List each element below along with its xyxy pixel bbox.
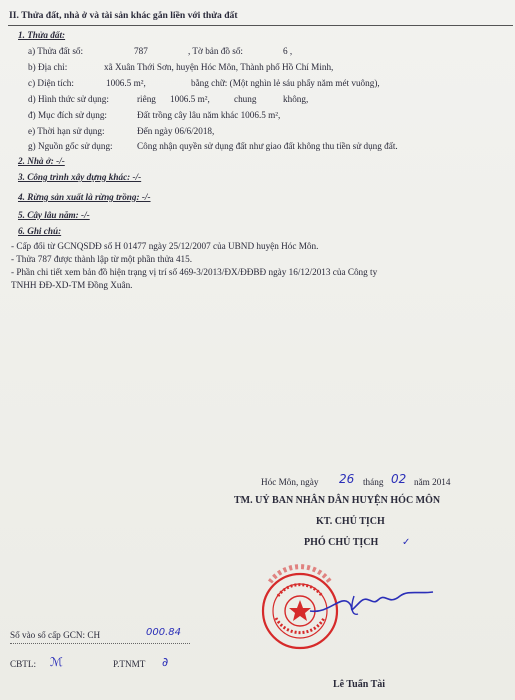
common-value: không, <box>283 94 309 104</box>
date-year: năm 2014 <box>414 477 451 487</box>
map-sheet-value: 6 , <box>283 46 293 56</box>
red-seal-icon <box>263 567 337 648</box>
usage-origin-value: Công nhận quyền sử dụng đất như giao đất không thu tiền sử dụng đất. <box>137 141 398 151</box>
title-initial-mark: ✓ <box>402 537 411 548</box>
signatory-name: Lê Tuấn Tài <box>333 679 386 690</box>
date-place: Hóc Môn, ngày <box>261 477 319 487</box>
land-parcel-heading: 1. Thửa đất: <box>18 30 66 40</box>
note-item: - Thửa 787 được thành lập từ một phần thửa 415. <box>11 254 193 264</box>
planted-forest-line: 4. Rừng sản xuất là rừng trồng: -/- <box>18 192 151 202</box>
common-label: chung <box>234 94 257 104</box>
date-day-handwritten: 26 <box>339 472 355 486</box>
map-sheet-label: , Tờ bản đồ số: <box>188 46 243 56</box>
area-label: c) Diện tích: <box>28 78 74 88</box>
usage-form-label: d) Hình thức sử dụng: <box>28 94 109 104</box>
section-title: II. Thửa đất, nhà ở và tài sản khác gắn liền với thửa đất <box>9 10 238 21</box>
house-line: 2. Nhà ở: -/- <box>18 156 65 166</box>
date-month-label: tháng <box>363 477 384 487</box>
divider <box>8 25 513 26</box>
handwritten-signature-icon <box>310 592 433 614</box>
cbtl-label: CBTL: <box>10 659 37 669</box>
note-item: - Cấp đổi từ GCNQSDĐ số H 01477 ngày 25/12/2007 của UBND huyện Hóc Môn. <box>11 241 319 251</box>
registry-label: Số vào sổ cấp GCN: CH <box>10 630 101 640</box>
note-item: TNHH ĐĐ-XD-TM Đồng Xuân. <box>11 280 133 290</box>
address-label: b) Địa chỉ: <box>28 62 68 72</box>
signatory-role: KT. CHỦ TỊCH <box>316 516 385 527</box>
registry-number-handwritten: 000.84 <box>146 627 181 638</box>
private-area-value: 1006.5 m², <box>170 94 210 104</box>
area-value: 1006.5 m², <box>106 78 146 88</box>
tnmt-initials-handwritten: ∂ <box>162 655 169 669</box>
official-seal-and-signature <box>258 556 446 676</box>
signatory-org: TM. UỶ BAN NHÂN DÂN HUYỆN HÓC MÔN <box>234 495 441 506</box>
usage-origin-label: g) Nguồn gốc sử dụng: <box>28 141 113 151</box>
cbtl-initials-handwritten: ℳ <box>50 655 63 669</box>
perennial-trees-line: 5. Cây lâu năm: -/- <box>18 210 90 220</box>
registry-underline <box>10 643 190 644</box>
usage-purpose-value: Đất trồng cây lâu năm khác 1006.5 m², <box>137 110 281 120</box>
note-item: - Phần chi tiết xem bản đồ hiện trạng vị trí số 469-3/2013/ĐX/ĐĐBĐ ngày 16/12/2013 của Công ty <box>11 267 378 277</box>
tnmt-label: P.TNMT <box>113 659 146 669</box>
notes-heading: 6. Ghi chú: <box>18 226 62 236</box>
usage-term-label: e) Thời hạn sử dụng: <box>28 126 105 136</box>
usage-form-value: riêng <box>137 94 156 104</box>
parcel-number-label: a) Thửa đất số: <box>28 46 84 56</box>
area-in-words: bằng chữ: (Một nghìn lẻ sáu phẩy năm mét vuông), <box>191 78 380 88</box>
usage-purpose-label: đ) Mục đích sử dụng: <box>28 110 107 120</box>
address-value: xã Xuân Thới Sơn, huyện Hóc Môn, Thành phố Hồ Chí Minh, <box>104 62 334 72</box>
other-works-line: 3. Công trình xây dựng khác: -/- <box>18 172 142 182</box>
usage-term-value: Đến ngày 06/6/2018, <box>137 126 215 136</box>
signatory-title: PHÓ CHỦ TỊCH <box>304 537 379 548</box>
date-month-handwritten: 02 <box>391 472 407 486</box>
parcel-number-value: 787 <box>134 46 148 56</box>
